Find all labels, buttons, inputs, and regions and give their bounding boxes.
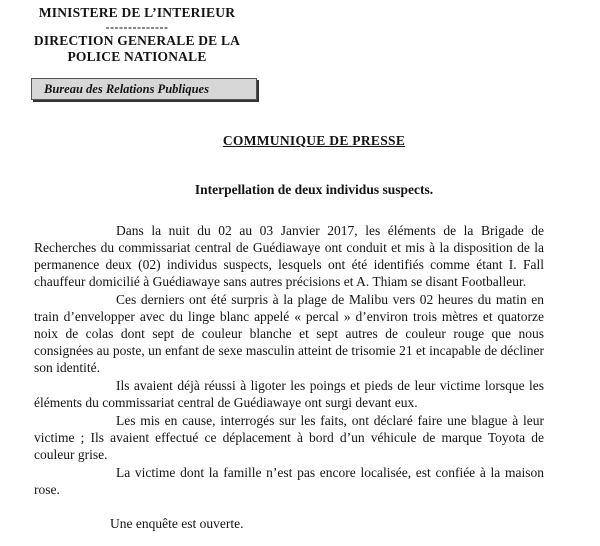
paragraph-5: La victime dont la famille n’est pas encore localisée, est confiée à la maison rose. — [34, 465, 544, 497]
communique-title: COMMUNIQUE DE PRESSE — [222, 133, 406, 148]
paragraph-1: Dans la nuit du 02 au 03 Janvier 2017, les éléments de la Brigade de Recherches du commissariat central de Guédiawaye ont conduit et mis à la disposition de la permanence deux (02) individus suspects, lesquels ont été identifiés comme étant I. Fall chauffeur domicilié à Guédiawaye sans autres précisions et A. Thiam se disant Footballeur. — [34, 223, 544, 289]
paragraph-3: Ils avaient déjà réussi à ligoter les poings et pieds de leur victime lorsque les éléments du commissariat central de Guédiawaye ont surgi devant eux. — [34, 378, 544, 410]
closing-statement: Une enquête est ouverte. — [110, 516, 244, 531]
direction-name-line2: POLICE NATIONALE — [67, 49, 207, 64]
ministry-name: MINISTERE DE L’INTERIEUR — [38, 5, 236, 20]
header-separator: -------------- — [105, 20, 169, 34]
bureau-label-box: Bureau des Relations Publiques — [31, 78, 257, 100]
letterhead — [12, 5, 262, 65]
communique-body — [34, 222, 544, 498]
communique-subtitle: Interpellation de deux individus suspects. — [194, 182, 434, 197]
paragraph-2: Ces derniers ont été surpris à la plage de Malibu vers 02 heures du matin en train d’envelopper avec du linge blanc appelé « percal » d’environ trois mètres et quatorze noix de colas dont sept de couleur blanche et sept autres de couleur rouge que nous consignées au poste, un enfant de sexe masculin atteint de trisomie 21 et incapable de décliner son identité. — [34, 292, 544, 375]
paragraph-4: Les mis en cause, interrogés sur les faits, ont déclaré faire une blague à leur victime ; Ils avaient effectué ce déplacement à bord d’un véhicule de marque Toyota de couleur grise. — [34, 413, 544, 462]
direction-name-line1: DIRECTION GENERALE DE LA — [33, 33, 241, 48]
